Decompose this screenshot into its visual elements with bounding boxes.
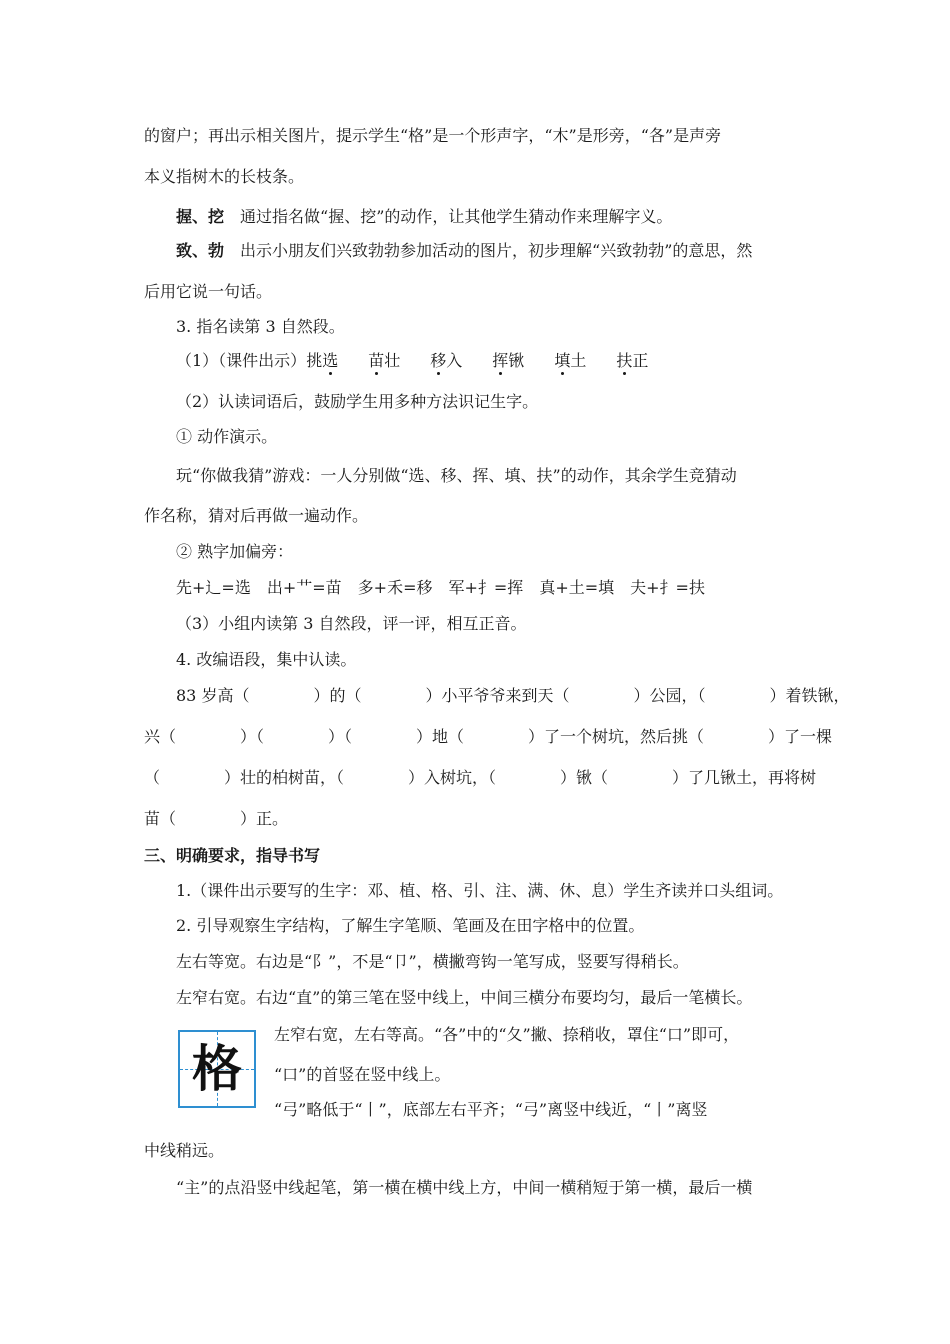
paragraph-line: 后用它说一句话。 bbox=[144, 282, 273, 301]
paragraph-line: （2）认读词语后，鼓励学生用多种方法识记生字。 bbox=[176, 392, 539, 411]
paragraph-line: “主”的点沿竖中线起笔，第一横在横中线上方，中间一横稍短于第一横，最后一横 bbox=[176, 1178, 753, 1197]
tianzige-grid bbox=[178, 1030, 256, 1108]
paragraph-line: “口”的首竖在竖中线上。 bbox=[274, 1065, 451, 1084]
step-heading: 3. 指名读第 3 自然段。 bbox=[176, 317, 345, 336]
paragraph-line: 握、挖 通过指名做“握、挖”的动作，让其他学生猜动作来理解字义。 bbox=[176, 207, 673, 226]
paragraph-line: 1.（课件出示要写的生字：邓、植、格、引、注、满、休、息）学生齐读并口头组词。 bbox=[176, 881, 784, 900]
paragraph-line: 中线稍远。 bbox=[144, 1141, 225, 1160]
paragraph-line: 左窄右宽，左右等高。“各”中的“夂”撇、捺稍收，罩住“口”即可， bbox=[274, 1025, 740, 1044]
paragraph-line: 玩“你做我猜”游戏：一人分别做“选、移、挥、填、扶”的动作，其余学生竞猜动 bbox=[176, 466, 737, 485]
term-label: 握、挖 bbox=[176, 207, 225, 226]
fill-line: 苗（ ）正。 bbox=[144, 809, 289, 828]
step-heading: 4. 改编语段，集中认读。 bbox=[176, 650, 357, 669]
paragraph-line: 2. 引导观察生字结构，了解生字笔顺、笔画及在田字格中的位置。 bbox=[176, 916, 645, 935]
paragraph-line: ② 熟字加偏旁： bbox=[176, 542, 294, 561]
fill-line: 83 岁高（ ）的（ ）小平爷爷来到天（ ）公园，（ ）着铁锹， bbox=[176, 686, 850, 705]
term-label: 致、勃 bbox=[176, 241, 225, 260]
radical-list: 先+辶=选 出+艹=苗 多+禾=移 军+扌=挥 真+土=填 夫+扌=扶 bbox=[176, 578, 705, 597]
paragraph-line: 左右等宽。右边是“阝”，不是“卩”，横撇弯钩一笔写成，竖要写得稍长。 bbox=[176, 952, 689, 971]
paragraph-line: 致、勃 出示小朋友们兴致勃勃参加活动的图片，初步理解“兴致勃勃”的意思，然 bbox=[176, 241, 753, 260]
vocab-line: （1）（课件出示）挑选 苗壮 移入 挥锹 填土 扶正 bbox=[176, 351, 649, 370]
paragraph-line: 左窄右宽。右边“直”的第三笔在竖中线上，中间三横分布要均匀，最后一笔横长。 bbox=[176, 988, 753, 1007]
fill-line: 兴（ ）（ ）（ ）地（ ）了一个树坑，然后挑（ ）了一棵 bbox=[144, 727, 833, 746]
paragraph-line: 的窗户；再出示相关图片，提示学生“格”是一个形声字，“木”是形旁，“各”是声旁 bbox=[144, 126, 722, 145]
paragraph-line: “弓”略低于“丨”，底部左右平齐；“弓”离竖中线近，“丨”离竖 bbox=[274, 1100, 708, 1119]
fill-line: （ ）壮的柏树苗，（ ）入树坑，（ ）锹（ ）了几锹土，再将树 bbox=[144, 768, 817, 787]
paragraph-line: 作名称，猜对后再做一遍动作。 bbox=[144, 506, 369, 525]
paragraph-line: （3）小组内读第 3 自然段，评一评，相互正音。 bbox=[176, 614, 527, 633]
paragraph-line: ① 动作演示。 bbox=[176, 427, 278, 446]
paragraph-line: 本义指树木的长枝条。 bbox=[144, 167, 305, 186]
section-heading: 三、明确要求，指导书写 bbox=[144, 846, 321, 865]
grid-character: 格 bbox=[192, 1040, 242, 1098]
